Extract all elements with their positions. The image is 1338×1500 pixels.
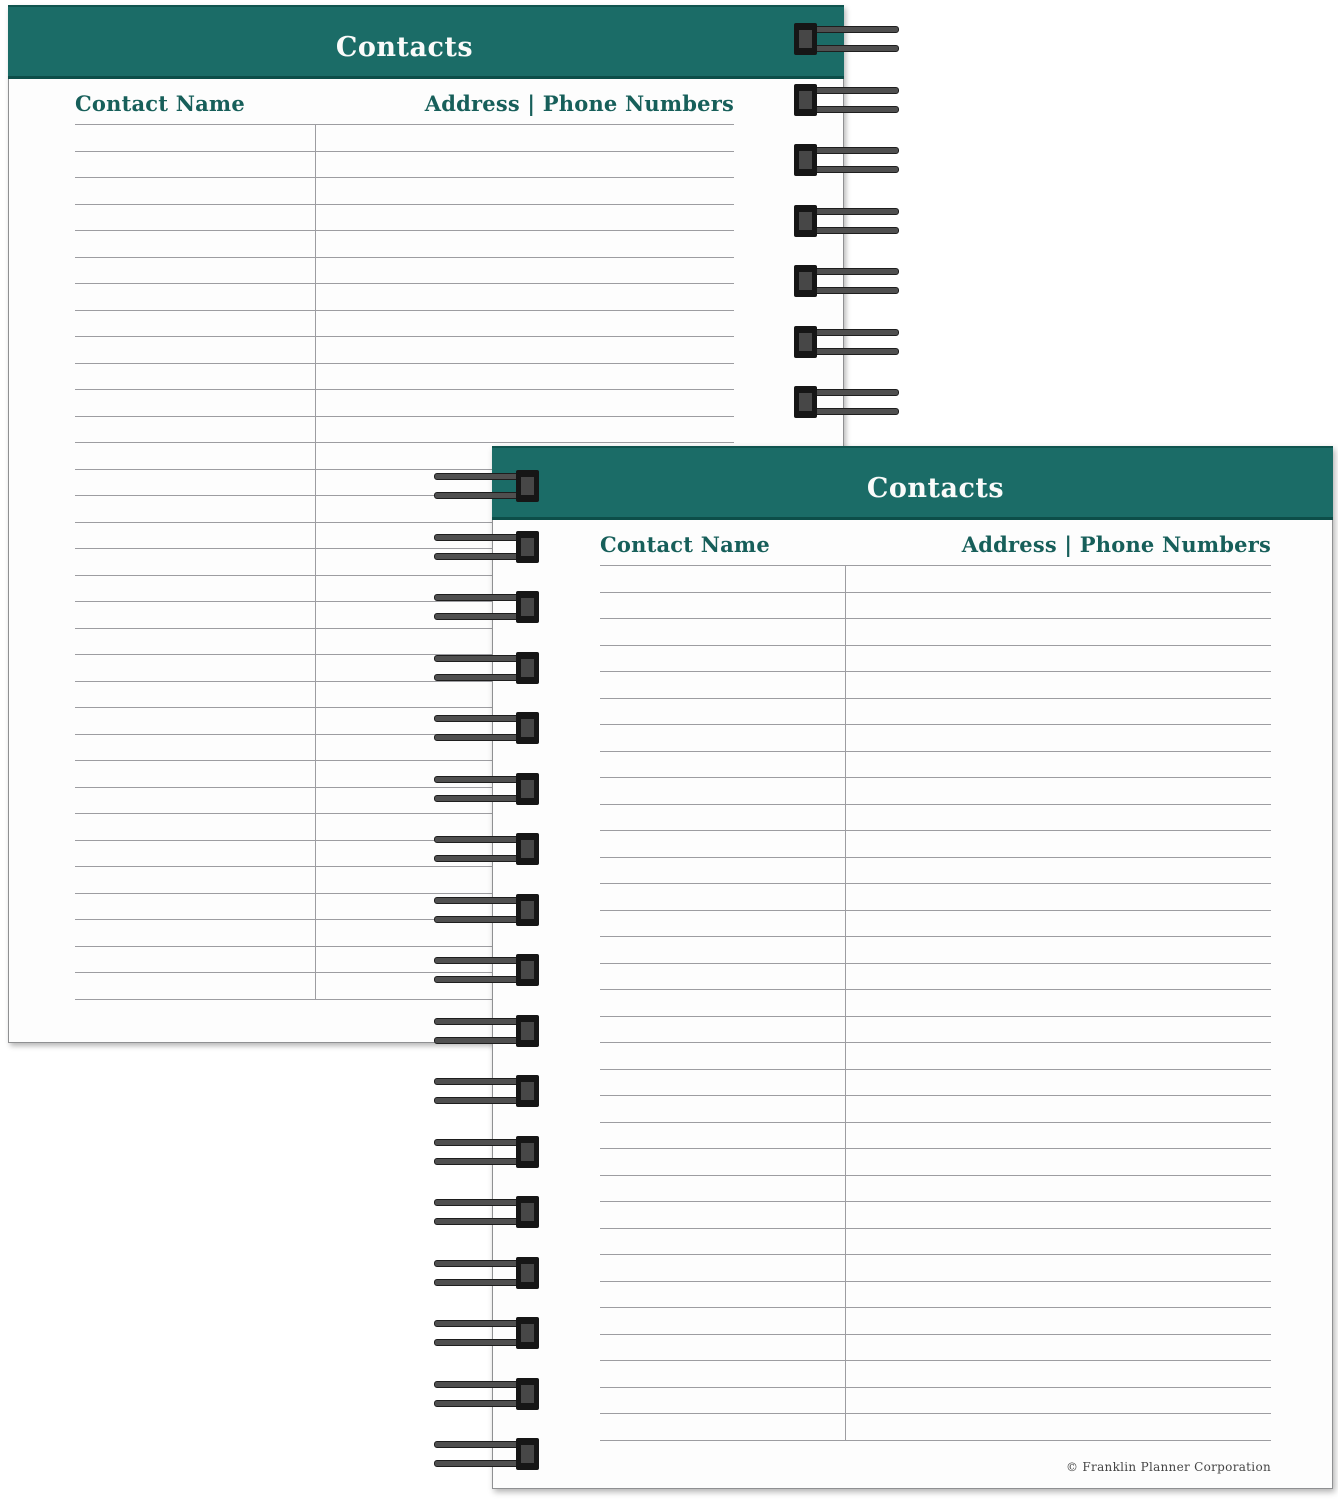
- ruled-line: [600, 1228, 1271, 1255]
- coil-wire-top: [434, 473, 529, 480]
- ruled-line: [600, 936, 1271, 963]
- coil-clamp: [516, 591, 539, 623]
- copyright-text: © Franklin Planner Corporation: [1066, 1460, 1271, 1474]
- ruled-line: [75, 416, 734, 443]
- page-header-band: [492, 446, 1333, 520]
- ruled-line: [600, 1175, 1271, 1202]
- binding-coil: [434, 1381, 539, 1407]
- coil-wire-top: [434, 534, 529, 541]
- ruled-line: [75, 257, 734, 284]
- binding-coil: [434, 655, 539, 681]
- coil-wire-top: [434, 715, 529, 722]
- ruled-line: [75, 283, 734, 310]
- column-divider-line: [845, 565, 846, 1440]
- coil-wire-bottom: [434, 976, 529, 983]
- coil-clamp: [794, 386, 817, 418]
- binding-coil: [434, 1199, 539, 1225]
- coil-wire-bottom: [434, 1400, 529, 1407]
- page-title: Contacts: [335, 32, 474, 63]
- front-contacts-page: [492, 446, 1333, 1489]
- coil-wire-top: [434, 1441, 529, 1448]
- coil-wire-top: [804, 268, 899, 275]
- coil-wire-top: [804, 87, 899, 94]
- coil-wire-bottom: [434, 674, 529, 681]
- binding-coil: [434, 1078, 539, 1104]
- coil-wire-top: [434, 836, 529, 843]
- coil-wire-top: [804, 147, 899, 154]
- coil-wire-bottom: [434, 1460, 529, 1467]
- ruled-line: [600, 1095, 1271, 1122]
- binding-coil: [434, 1139, 539, 1165]
- binding-coil: [434, 1320, 539, 1346]
- coil-wire-bottom: [434, 1218, 529, 1225]
- coil-wire-bottom: [434, 855, 529, 862]
- coil-clamp: [794, 144, 817, 176]
- ruled-line: [600, 1334, 1271, 1361]
- coil-wire-bottom: [434, 916, 529, 923]
- binding-coil: [794, 87, 899, 113]
- binding-coil: [434, 1441, 539, 1467]
- binding-coil: [434, 776, 539, 802]
- ruled-line: [600, 618, 1271, 645]
- coil-wire-top: [434, 1139, 529, 1146]
- binding-coil: [434, 534, 539, 560]
- ruled-line: [600, 645, 1271, 672]
- binding-coil: [794, 208, 899, 234]
- binding-coil: [794, 147, 899, 173]
- column-divider-line: [315, 124, 316, 999]
- coil-clamp: [794, 265, 817, 297]
- column-headers: [600, 532, 1271, 557]
- coil-wire-bottom: [434, 1279, 529, 1286]
- coil-wire-top: [434, 1078, 529, 1085]
- coil-wire-top: [434, 655, 529, 662]
- coil-wire-bottom: [804, 106, 899, 113]
- coil-wire-top: [434, 1381, 529, 1388]
- coil-wire-bottom: [434, 1097, 529, 1104]
- binding-coil: [434, 957, 539, 983]
- coil-clamp: [516, 1136, 539, 1168]
- coil-clamp: [516, 773, 539, 805]
- ruled-line: [600, 698, 1271, 725]
- coil-clamp: [516, 1257, 539, 1289]
- ruled-line: [75, 230, 734, 257]
- ruled-line: [600, 910, 1271, 937]
- coil-wire-top: [804, 26, 899, 33]
- coil-clamp: [516, 894, 539, 926]
- coil-wire-bottom: [804, 227, 899, 234]
- column-header-address-phone: Address | Phone Numbers: [424, 91, 734, 116]
- coil-wire-bottom: [434, 492, 529, 499]
- ruled-line: [600, 1254, 1271, 1281]
- ruled-line: [600, 1413, 1271, 1440]
- ruled-line: [75, 310, 734, 337]
- coil-clamp: [516, 1438, 539, 1470]
- ruled-line: [600, 1387, 1271, 1414]
- column-headers: [75, 91, 734, 116]
- ruled-line: [600, 1148, 1271, 1175]
- binding-coil: [434, 715, 539, 741]
- coil-wire-bottom: [434, 1339, 529, 1346]
- binding-coil: [794, 26, 899, 52]
- ruled-line: [600, 671, 1271, 698]
- binding-coil: [434, 836, 539, 862]
- coil-clamp: [516, 1196, 539, 1228]
- coil-clamp: [516, 1378, 539, 1410]
- coil-wire-bottom: [434, 1037, 529, 1044]
- coil-wire-top: [434, 594, 529, 601]
- ruled-line: [600, 565, 1271, 592]
- coil-clamp: [516, 712, 539, 744]
- ruled-line: [75, 336, 734, 363]
- coil-clamp: [516, 1015, 539, 1047]
- ruled-line: [600, 1122, 1271, 1149]
- coil-wire-bottom: [804, 45, 899, 52]
- ruled-line: [600, 1069, 1271, 1096]
- coil-wire-top: [434, 776, 529, 783]
- page-title: Contacts: [866, 473, 1005, 504]
- coil-clamp: [794, 23, 817, 55]
- column-header-contact-name: Contact Name: [75, 91, 245, 116]
- ruled-line: [75, 204, 734, 231]
- page-header-band: [8, 5, 844, 79]
- ruled-line: [600, 804, 1271, 831]
- ruled-line: [600, 1201, 1271, 1228]
- coil-wire-top: [434, 1260, 529, 1267]
- coil-wire-top: [434, 957, 529, 964]
- ruled-line: [600, 1281, 1271, 1308]
- coil-wire-top: [434, 1320, 529, 1327]
- coil-wire-top: [434, 1199, 529, 1206]
- ruled-line: [600, 963, 1271, 990]
- binding-coil: [434, 1018, 539, 1044]
- ruled-line: [75, 363, 734, 390]
- ruled-line: [75, 151, 734, 178]
- ruled-line: [600, 1042, 1271, 1069]
- coil-wire-bottom: [804, 348, 899, 355]
- coil-wire-top: [804, 389, 899, 396]
- coil-clamp: [516, 531, 539, 563]
- binding-coil: [434, 594, 539, 620]
- coil-wire-top: [434, 1018, 529, 1025]
- binding-coil: [794, 268, 899, 294]
- coil-clamp: [516, 1317, 539, 1349]
- coil-clamp: [516, 1075, 539, 1107]
- binding-coil: [434, 473, 539, 499]
- column-header-contact-name: Contact Name: [600, 532, 770, 557]
- coil-clamp: [794, 205, 817, 237]
- ruled-line: [75, 124, 734, 151]
- ruled-line: [600, 777, 1271, 804]
- coil-wire-bottom: [804, 287, 899, 294]
- coil-wire-bottom: [434, 1158, 529, 1165]
- ruled-line: [600, 989, 1271, 1016]
- coil-wire-bottom: [434, 553, 529, 560]
- binding-coil: [434, 1260, 539, 1286]
- binding-coil: [794, 329, 899, 355]
- coil-wire-bottom: [804, 166, 899, 173]
- binding-coil: [794, 389, 899, 415]
- coil-wire-bottom: [434, 613, 529, 620]
- coil-clamp: [794, 326, 817, 358]
- ruled-line: [600, 724, 1271, 751]
- ruled-lines: [600, 565, 1271, 1466]
- coil-clamp: [516, 833, 539, 865]
- ruled-line: [600, 857, 1271, 884]
- ruled-line: [600, 830, 1271, 857]
- coil-clamp: [794, 84, 817, 116]
- ruled-line: [75, 177, 734, 204]
- ruled-line: [600, 1360, 1271, 1387]
- coil-clamp: [516, 954, 539, 986]
- ruled-line: [75, 389, 734, 416]
- binding-coil: [434, 897, 539, 923]
- coil-wire-bottom: [434, 795, 529, 802]
- column-header-address-phone: Address | Phone Numbers: [961, 532, 1271, 557]
- ruled-line: [600, 592, 1271, 619]
- coil-clamp: [516, 652, 539, 684]
- coil-wire-top: [804, 208, 899, 215]
- coil-wire-top: [434, 897, 529, 904]
- ruled-line: [600, 1016, 1271, 1043]
- coil-wire-bottom: [804, 408, 899, 415]
- ruled-line: [600, 751, 1271, 778]
- ruled-line: [600, 1307, 1271, 1334]
- coil-wire-top: [804, 329, 899, 336]
- coil-wire-bottom: [434, 734, 529, 741]
- ruled-line: [600, 883, 1271, 910]
- coil-clamp: [516, 470, 539, 502]
